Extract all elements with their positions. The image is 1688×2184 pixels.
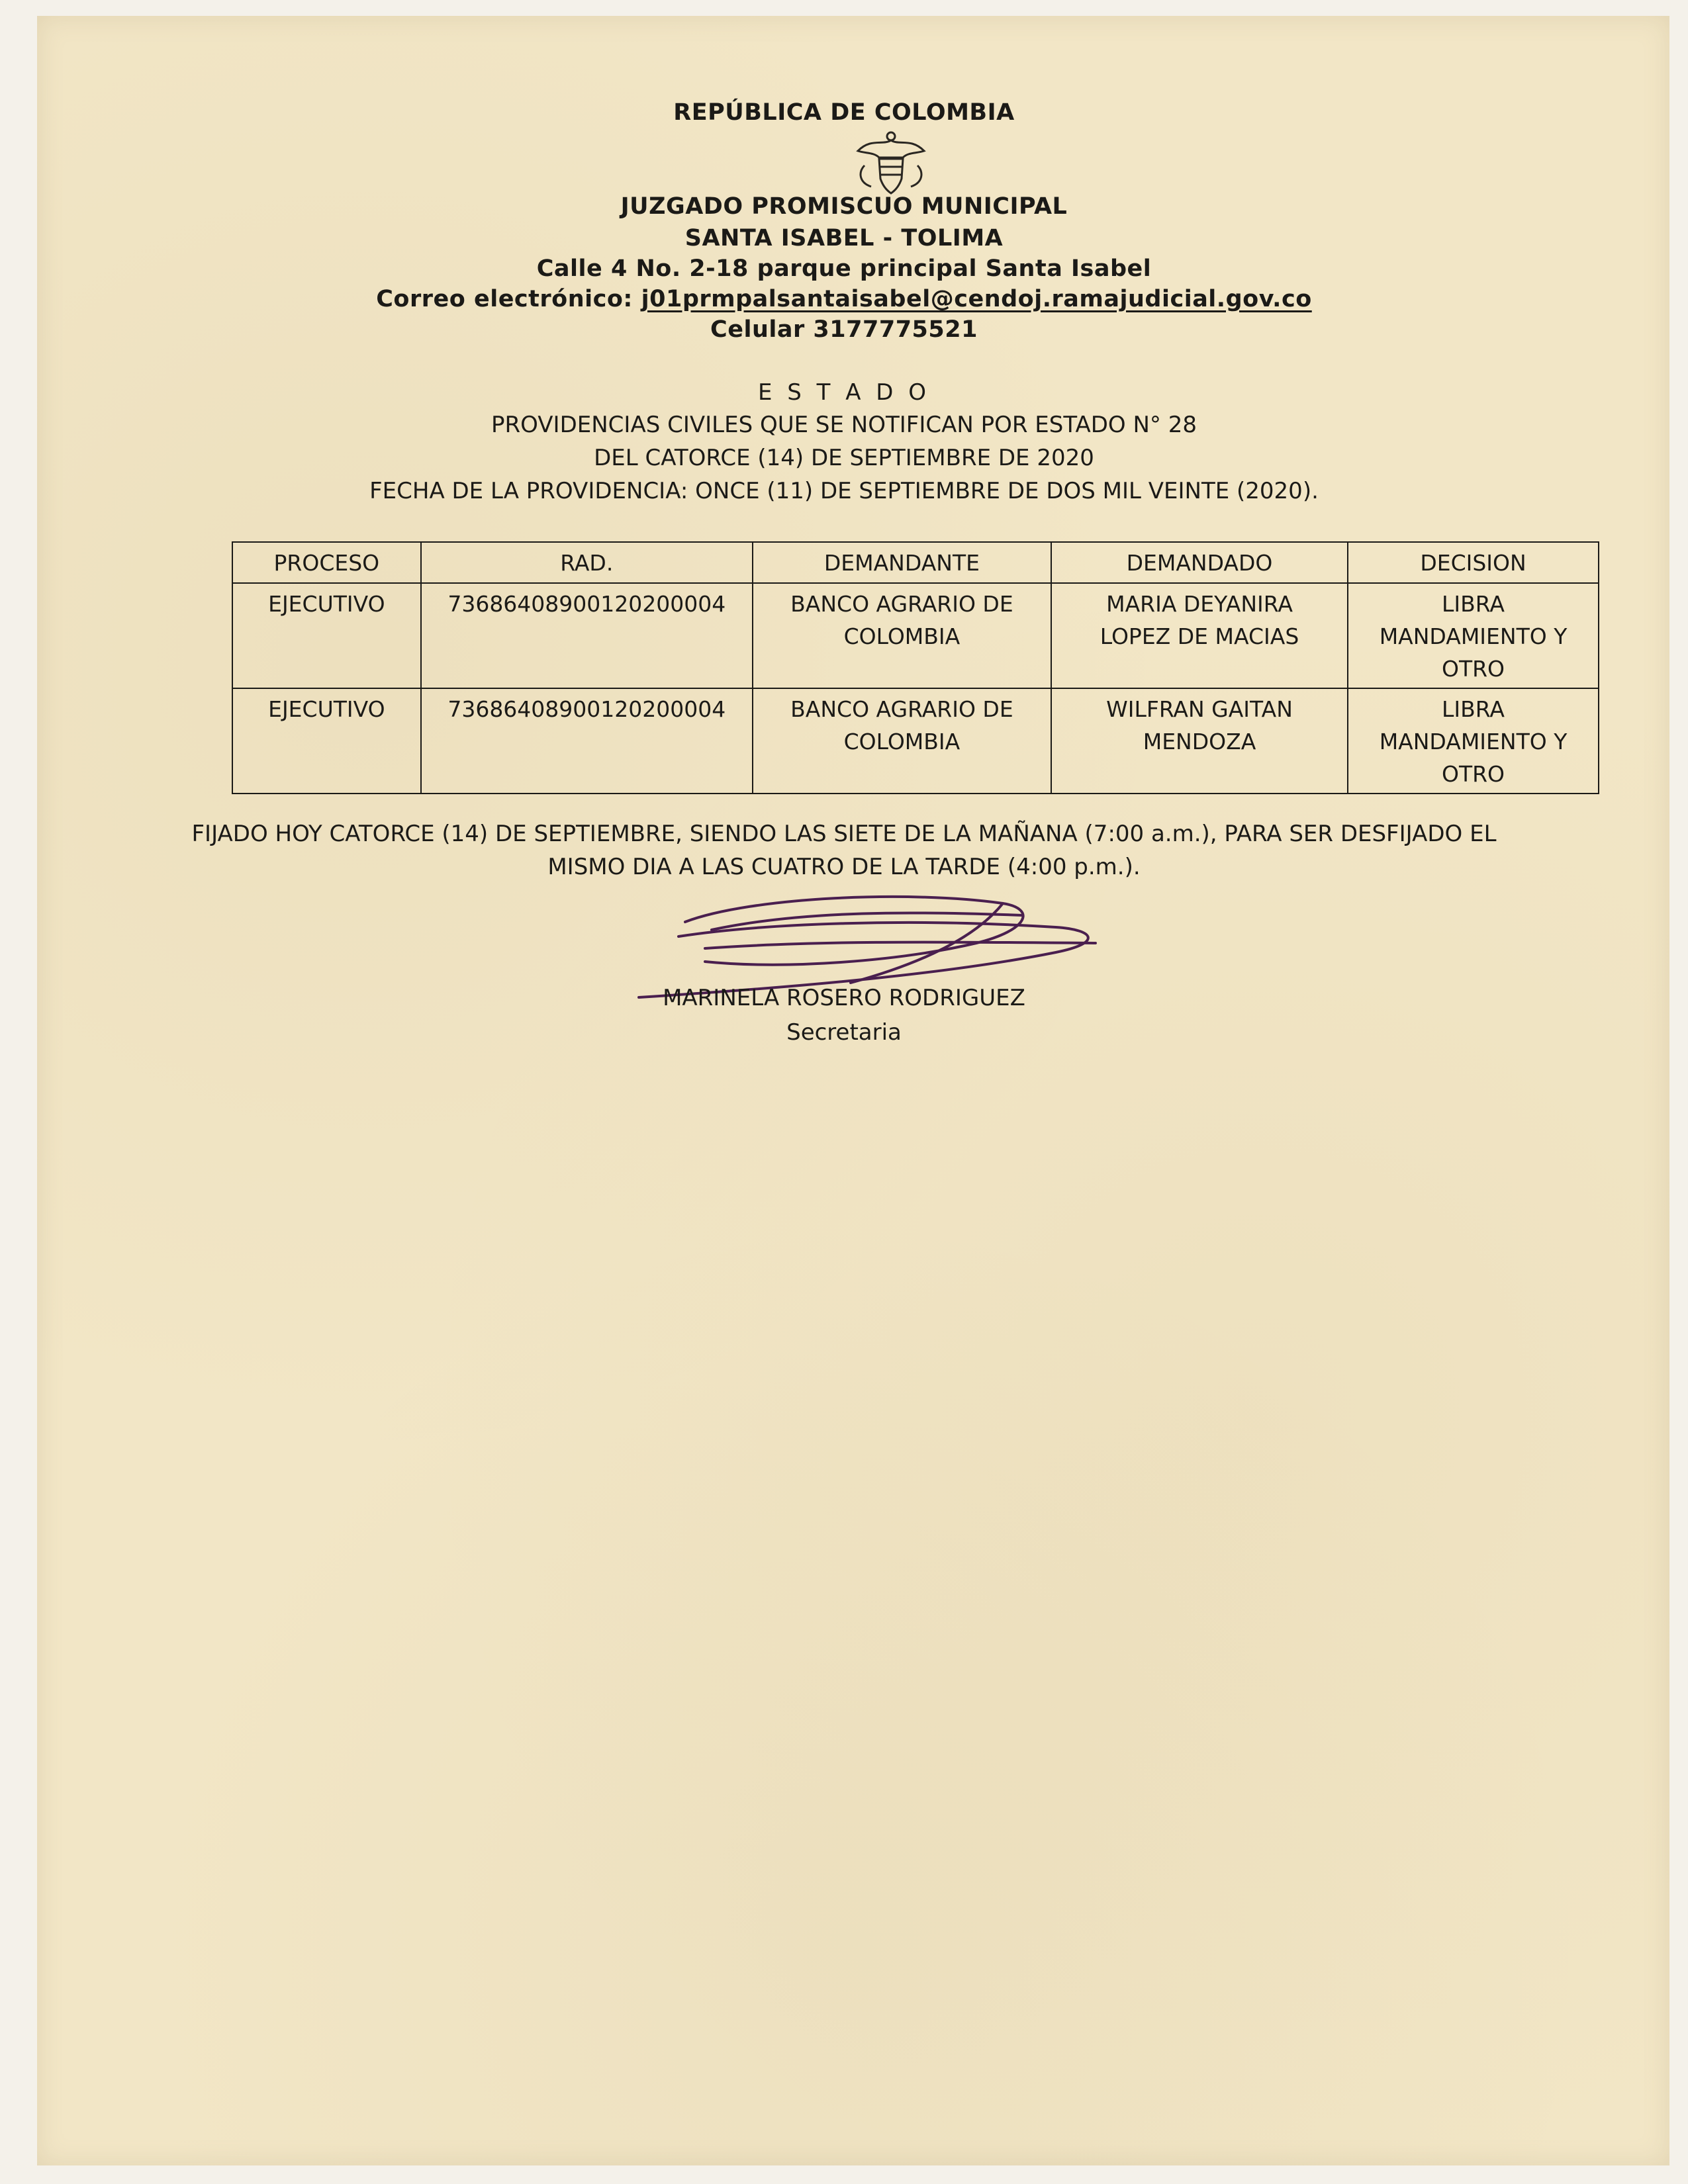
court-address: Calle 4 No. 2-18 parque principal Santa Isabel (536, 255, 1152, 282)
coat-of-arms-icon (845, 126, 937, 199)
cell-decision (1348, 583, 1599, 688)
country-heading: REPÚBLICA DE COLOMBIA (673, 99, 1015, 126)
cell-decision (1348, 688, 1599, 794)
header-proceso: PROCESO (232, 542, 421, 583)
email-link[interactable]: j01prmpalsantaisabel@cendoj.ramajudicial.gov.co (641, 286, 1312, 312)
estado-title: E S T A D O (757, 379, 931, 406)
fijado-line-2: MISMO DIA A LAS CUATRO DE LA TARDE (4:00 p.m.). (547, 854, 1141, 880)
contact-email-line (0, 286, 1688, 312)
cell-demandado (1051, 688, 1348, 794)
demandante-line: BANCO AGRARIO DE (790, 591, 1013, 617)
cell-demandado (1051, 583, 1348, 688)
email-label: Correo electrónico: (376, 286, 641, 312)
cell-proceso: EJECUTIVO (232, 583, 421, 688)
demandado-line: LOPEZ DE MACIAS (1100, 623, 1299, 649)
decision-line: MANDAMIENTO Y (1379, 623, 1568, 649)
estado-line-2: DEL CATORCE (14) DE SEPTIEMBRE DE 2020 (594, 445, 1094, 471)
decision-line: OTRO (1442, 761, 1505, 787)
court-phone: Celular 3177775521 (710, 316, 978, 343)
table-row (232, 583, 1599, 688)
cell-demandante (753, 688, 1051, 794)
cell-rad: 73686408900120200004 (421, 688, 753, 794)
table-row (232, 688, 1599, 794)
cell-rad: 73686408900120200004 (421, 583, 753, 688)
decision-line: OTRO (1442, 656, 1505, 682)
estado-line-1: PROVIDENCIAS CIVILES QUE SE NOTIFICAN POR ESTADO N° 28 (491, 412, 1197, 438)
signatory-name: MARINELA ROSERO RODRIGUEZ (663, 985, 1025, 1011)
signatory-title: Secretaria (786, 1019, 902, 1046)
cell-demandante (753, 583, 1051, 688)
demandado-line: MARIA DEYANIRA (1106, 591, 1293, 617)
providencias-table (232, 541, 1599, 794)
fijado-line-1: FIJADO HOY CATORCE (14) DE SEPTIEMBRE, SIENDO LAS SIETE DE LA MAÑANA (7:00 a.m.), PARA SER DESFIJADO EL (191, 821, 1497, 847)
header-demandado: DEMANDADO (1051, 542, 1348, 583)
court-location: SANTA ISABEL - TOLIMA (684, 225, 1004, 251)
decision-line: LIBRA (1442, 591, 1505, 617)
demandado-line: WILFRAN GAITAN (1106, 696, 1293, 722)
cell-proceso: EJECUTIVO (232, 688, 421, 794)
decision-line: LIBRA (1442, 696, 1505, 722)
estado-line-3: FECHA DE LA PROVIDENCIA: ONCE (11) DE SEPTIEMBRE DE DOS MIL VEINTE (2020). (369, 478, 1319, 504)
header-demandante: DEMANDANTE (753, 542, 1051, 583)
table-header-row (232, 542, 1599, 583)
demandante-line: BANCO AGRARIO DE (790, 696, 1013, 722)
demandado-line: MENDOZA (1143, 729, 1256, 754)
header-rad: RAD. (421, 542, 753, 583)
court-name: JUZGADO PROMISCUO MUNICIPAL (620, 193, 1068, 220)
header-decision: DECISION (1348, 542, 1599, 583)
demandante-line: COLOMBIA (843, 729, 961, 754)
demandante-line: COLOMBIA (843, 623, 961, 649)
decision-line: MANDAMIENTO Y (1379, 729, 1568, 754)
